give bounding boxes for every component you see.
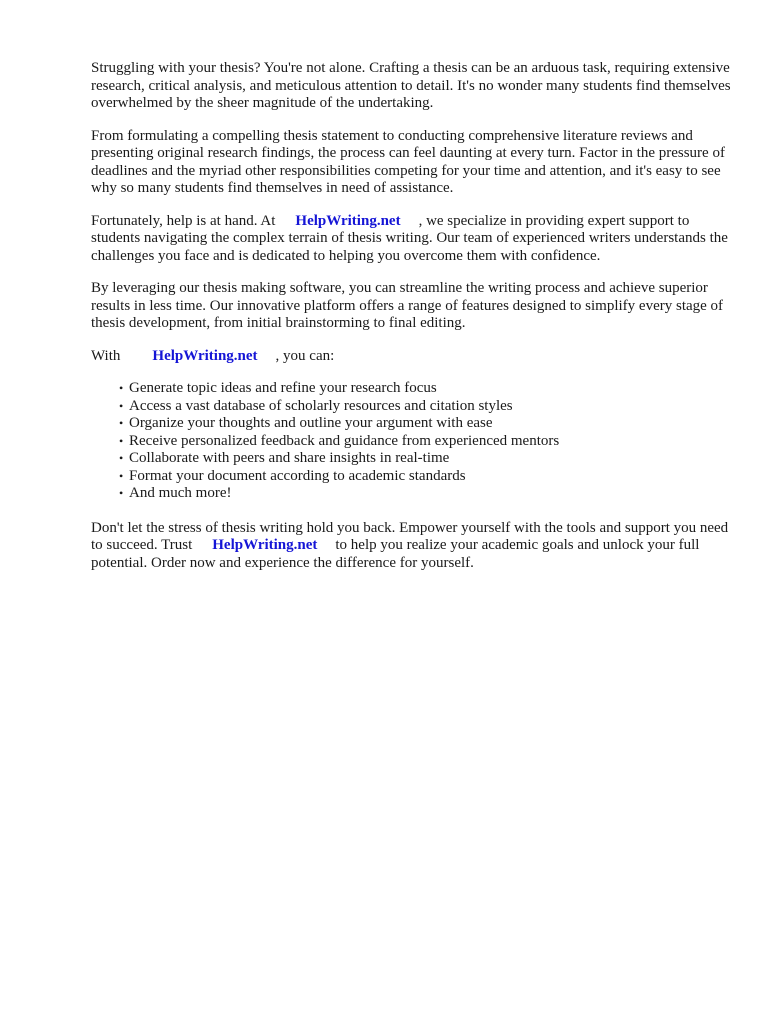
help-paragraph-lead: Fortunately, help is at hand. At bbox=[91, 212, 276, 229]
with-paragraph bbox=[91, 348, 731, 366]
bullet-icon: • bbox=[119, 381, 124, 395]
bullet-icon: • bbox=[119, 416, 124, 430]
process-paragraph: From formulating a compelling thesis statement to conducting comprehensive literature reviews and presenting original research findings, the process can feel daunting at every turn. Factor in the pressure of deadlines and the myriad other responsibilities competing for your time and attention, and it's easy to see why so many students find themselves in need of assistance. bbox=[91, 127, 725, 196]
list-item: • Access a vast database of scholarly resources and citation styles bbox=[119, 397, 513, 414]
bullet-icon: • bbox=[119, 486, 124, 500]
software-paragraph: By leveraging our thesis making software, you can streamline the writing process and achieve superior results in less time. Our innovative platform offers a range of features designed to simplify every stage of thesis development, from initial brainstorming to final editing. bbox=[91, 280, 724, 331]
closing-paragraph-rest: to help you realize your academic goals and unlock your full potential. Order now and experience the difference for yourself. bbox=[91, 537, 700, 571]
help-paragraph-rest: , we specialize in providing expert support to students navigating the complex terrain of thesis writing. Our team of experienced writers understands the challenges you face and is dedicated to helping you overcome them with confidence. bbox=[91, 212, 728, 264]
list-item: • Receive personalized feedback and guidance from experienced mentors bbox=[119, 432, 560, 449]
list-item: • Collaborate with peers and share insights in real-time bbox=[119, 450, 450, 466]
list-item: • Generate topic ideas and refine your research focus bbox=[119, 380, 437, 396]
intro-paragraph: Struggling with your thesis? You're not alone. Crafting a thesis can be an arduous task, requiring extensive research, critical analysis, and meticulous attention to detail. It's no wonder many students find themselves overwhelmed by the sheer magnitude of the undertaking. bbox=[91, 60, 731, 111]
with-paragraph-lead: With bbox=[91, 347, 121, 364]
bullet-icon: • bbox=[119, 468, 124, 483]
with-paragraph-rest: , you can: bbox=[275, 347, 335, 364]
document-page bbox=[91, 60, 731, 587]
bullet-icon: • bbox=[119, 398, 124, 413]
help-paragraph bbox=[91, 213, 731, 266]
list-item: • Organize your thoughts and outline your argument with ease bbox=[119, 415, 493, 431]
features-list bbox=[91, 380, 731, 503]
list-item: • Format your document according to academic standards bbox=[119, 467, 466, 484]
helpwriting-link-2[interactable]: HelpWriting.net bbox=[152, 347, 258, 364]
list-item: • And much more! bbox=[119, 485, 232, 501]
closing-paragraph bbox=[91, 520, 731, 573]
bullet-icon: • bbox=[119, 433, 124, 448]
helpwriting-link-1[interactable]: HelpWriting.net bbox=[295, 212, 401, 229]
closing-paragraph-lead: Don't let the stress of thesis writing hold you back. Empower yourself with the tools and support you need to succeed. Trust bbox=[91, 519, 729, 553]
helpwriting-link-3[interactable]: HelpWriting.net bbox=[212, 537, 318, 553]
bullet-icon: • bbox=[119, 451, 124, 465]
